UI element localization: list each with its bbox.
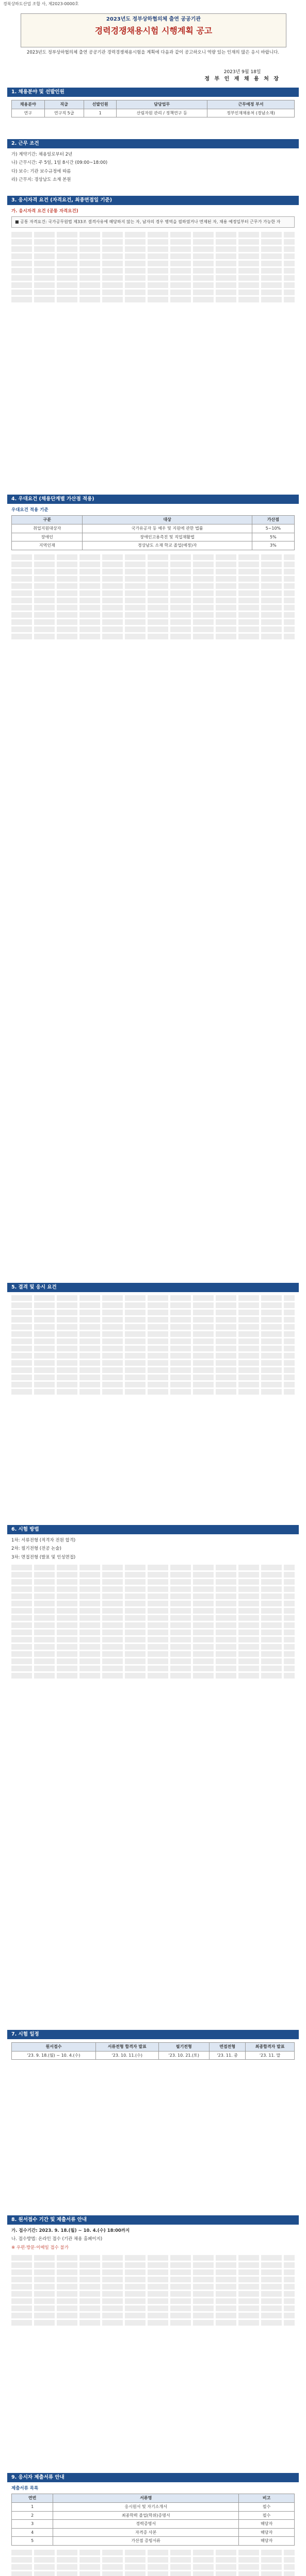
section-header-4: 4. 우대요건 (채용단계별 가산점 적용): [7, 495, 299, 504]
table-row: 지역인재 경상남도 소재 학교 졸업(예정)자 3%: [12, 541, 295, 550]
list-item: 가) 계약기간: 채용일로부터 2년: [11, 152, 73, 157]
documents-table: 연번 서류명 비고 1 응시원서 및 자기소개서 필수 2 최종학력 졸업(학위)증명서 필수 3 경력증명서 해당자 4 자격증 사본 해당자 5 가산점 증빙서류 해당자: [11, 2494, 295, 2546]
schedule-block: [11, 2042, 295, 2060]
list-item: 나) 근무시간: 주 5일, 1일 8시간 (09:00~18:00): [11, 160, 108, 166]
col-header: 근무예정 부서: [207, 100, 295, 109]
col-header: 직급: [44, 100, 84, 109]
text-lines: [11, 1565, 295, 1679]
eligibility-box: ■ 공통 자격요건: 국가공무원법 제33조 결격사유에 해당하지 않는 자, 남자의 경우 병역을 필하였거나 면제된 자, 채용 예정일부터 근무가 가능한 자: [11, 216, 295, 228]
section-header-1: 1. 채용분야 및 선발인원: [7, 88, 299, 97]
eligibility-title: 가. 응시자격 요건 (공통 자격요건): [11, 209, 78, 214]
exam-method-block: [11, 1537, 295, 1680]
list-item: 1차: 서류전형 (적격자 전원 합격): [11, 1538, 76, 1543]
documents-block: [11, 2485, 295, 2576]
table-row: 3 경력증명서 해당자: [12, 2520, 295, 2529]
title-line1: 2023년도 정부상하협의체 출연 공공기관: [106, 16, 201, 22]
text-lines: [11, 2255, 295, 2326]
application-block: [11, 2228, 295, 2327]
list-item: 3차: 면접전형 (발표 및 인성면접): [11, 1554, 76, 1560]
announce-date: 2023년 9월 18일: [223, 70, 261, 75]
table-row: 연구 연구직 5급 1 산림자원 관리 / 정책연구 등 정부인재채용처 (경남소재): [12, 109, 295, 117]
section-header-3: 3. 응시자격 요건 (자격요건, 최종면접일 기준): [7, 196, 299, 205]
document-number: 경북상하도산업 조합 사, 제2023-0000호: [3, 2, 79, 6]
application-period: 가. 접수기간: 2023. 9. 18.(월) ~ 10. 4.(수) 18:00까지: [11, 2228, 130, 2233]
application-method: 나. 접수방법: 온라인 접수 (기관 채용 홈페이지): [11, 2236, 103, 2242]
documents-title: 제출서류 목록: [11, 2486, 39, 2491]
preference-title: 우대요건 적용 기준: [11, 507, 49, 513]
table-row: 2 최종학력 졸업(학위)증명서 필수: [12, 2511, 295, 2520]
list-item: 라) 근무지: 경상남도 소재 본원: [11, 177, 71, 182]
col-header: 선발인원: [84, 100, 117, 109]
preference-table: 구분 대상 가산점 취업지원대상자 국가유공자 등 예우 및 지원에 관한 법률 5~10% 장애인 장애인고용촉진 및 직업재활법 5% 지역인재 경상남도 소재 학교 졸업(예정)자 3%: [11, 515, 295, 550]
recruit-table-block: [11, 100, 295, 117]
recruit-table: [11, 100, 295, 117]
eligibility-block: [11, 208, 295, 304]
application-note: ※ 우편·방문·이메일 접수 불가: [11, 2245, 69, 2250]
table-row: 1 응시원서 및 자기소개서 필수: [12, 2502, 295, 2511]
table-row: '23. 9. 18.(월) ~ 10. 4.(수) '23. 10. 11.(수) '23. 10. 21.(토) '23. 11. 중 '23. 11. 말: [12, 2051, 295, 2060]
section-header-7: 7. 시험 일정: [7, 2030, 299, 2039]
col-header: 채용분야: [12, 100, 45, 109]
text-lines: [11, 554, 295, 639]
text-lines: [11, 2550, 295, 2576]
preference-block: [11, 507, 295, 641]
section-header-6: 6. 시험 방법: [7, 1525, 299, 1534]
date-block: [204, 69, 280, 83]
page-title: 경력경쟁채용시험 시행계획 공고: [94, 25, 213, 36]
col-header: 담당업무: [117, 100, 207, 109]
table-row: 5 가산점 증빙서류 해당자: [12, 2537, 295, 2546]
list-item: 2차: 필기전형 (전공 논술): [11, 1546, 61, 1552]
schedule-table: 원서접수 서류전형 합격자 발표 필기전형 면접전형 최종합격자 발표 '23. 9. 18.(월) ~ 10. 4.(수) '23. 10. 11.(수) '23. 10. 21.(토) '23. 11. 중 '23. 11. 말: [11, 2042, 295, 2060]
title-box: [21, 13, 286, 47]
work-conditions: [11, 151, 295, 185]
text-lines: [11, 232, 295, 302]
table-row: 장애인 장애인고용촉진 및 직업재활법 5%: [12, 533, 295, 541]
section-header-2: 2. 근무 조건: [7, 139, 299, 148]
table-row: 4 자격증 사본 해당자: [12, 2528, 295, 2537]
table-row: 취업지원대상자 국가유공자 등 예우 및 지원에 관한 법률 5~10%: [12, 524, 295, 533]
section-header-9: 9. 응시자 제출서류 안내: [7, 2473, 299, 2482]
list-item: 다) 보수: 기관 보수규정에 따름: [11, 168, 71, 174]
section-header-8: 8. 원서접수 기간 및 제출서류 안내: [7, 2215, 299, 2225]
section-header-5: 5. 결격 및 응시 요건: [7, 1283, 299, 1292]
org-name: 정 부 인 재 채 용 처 장: [204, 76, 280, 82]
intro-text: 2023년도 정부상하협의체 출연 공공기관 경력경쟁채용시험을 계획에 다음과 같이 공고하오니 역량 있는 인재의 많은 응시 바랍니다.: [26, 50, 280, 55]
disqualification-block: [11, 1295, 295, 1396]
text-lines: [11, 1295, 295, 1395]
